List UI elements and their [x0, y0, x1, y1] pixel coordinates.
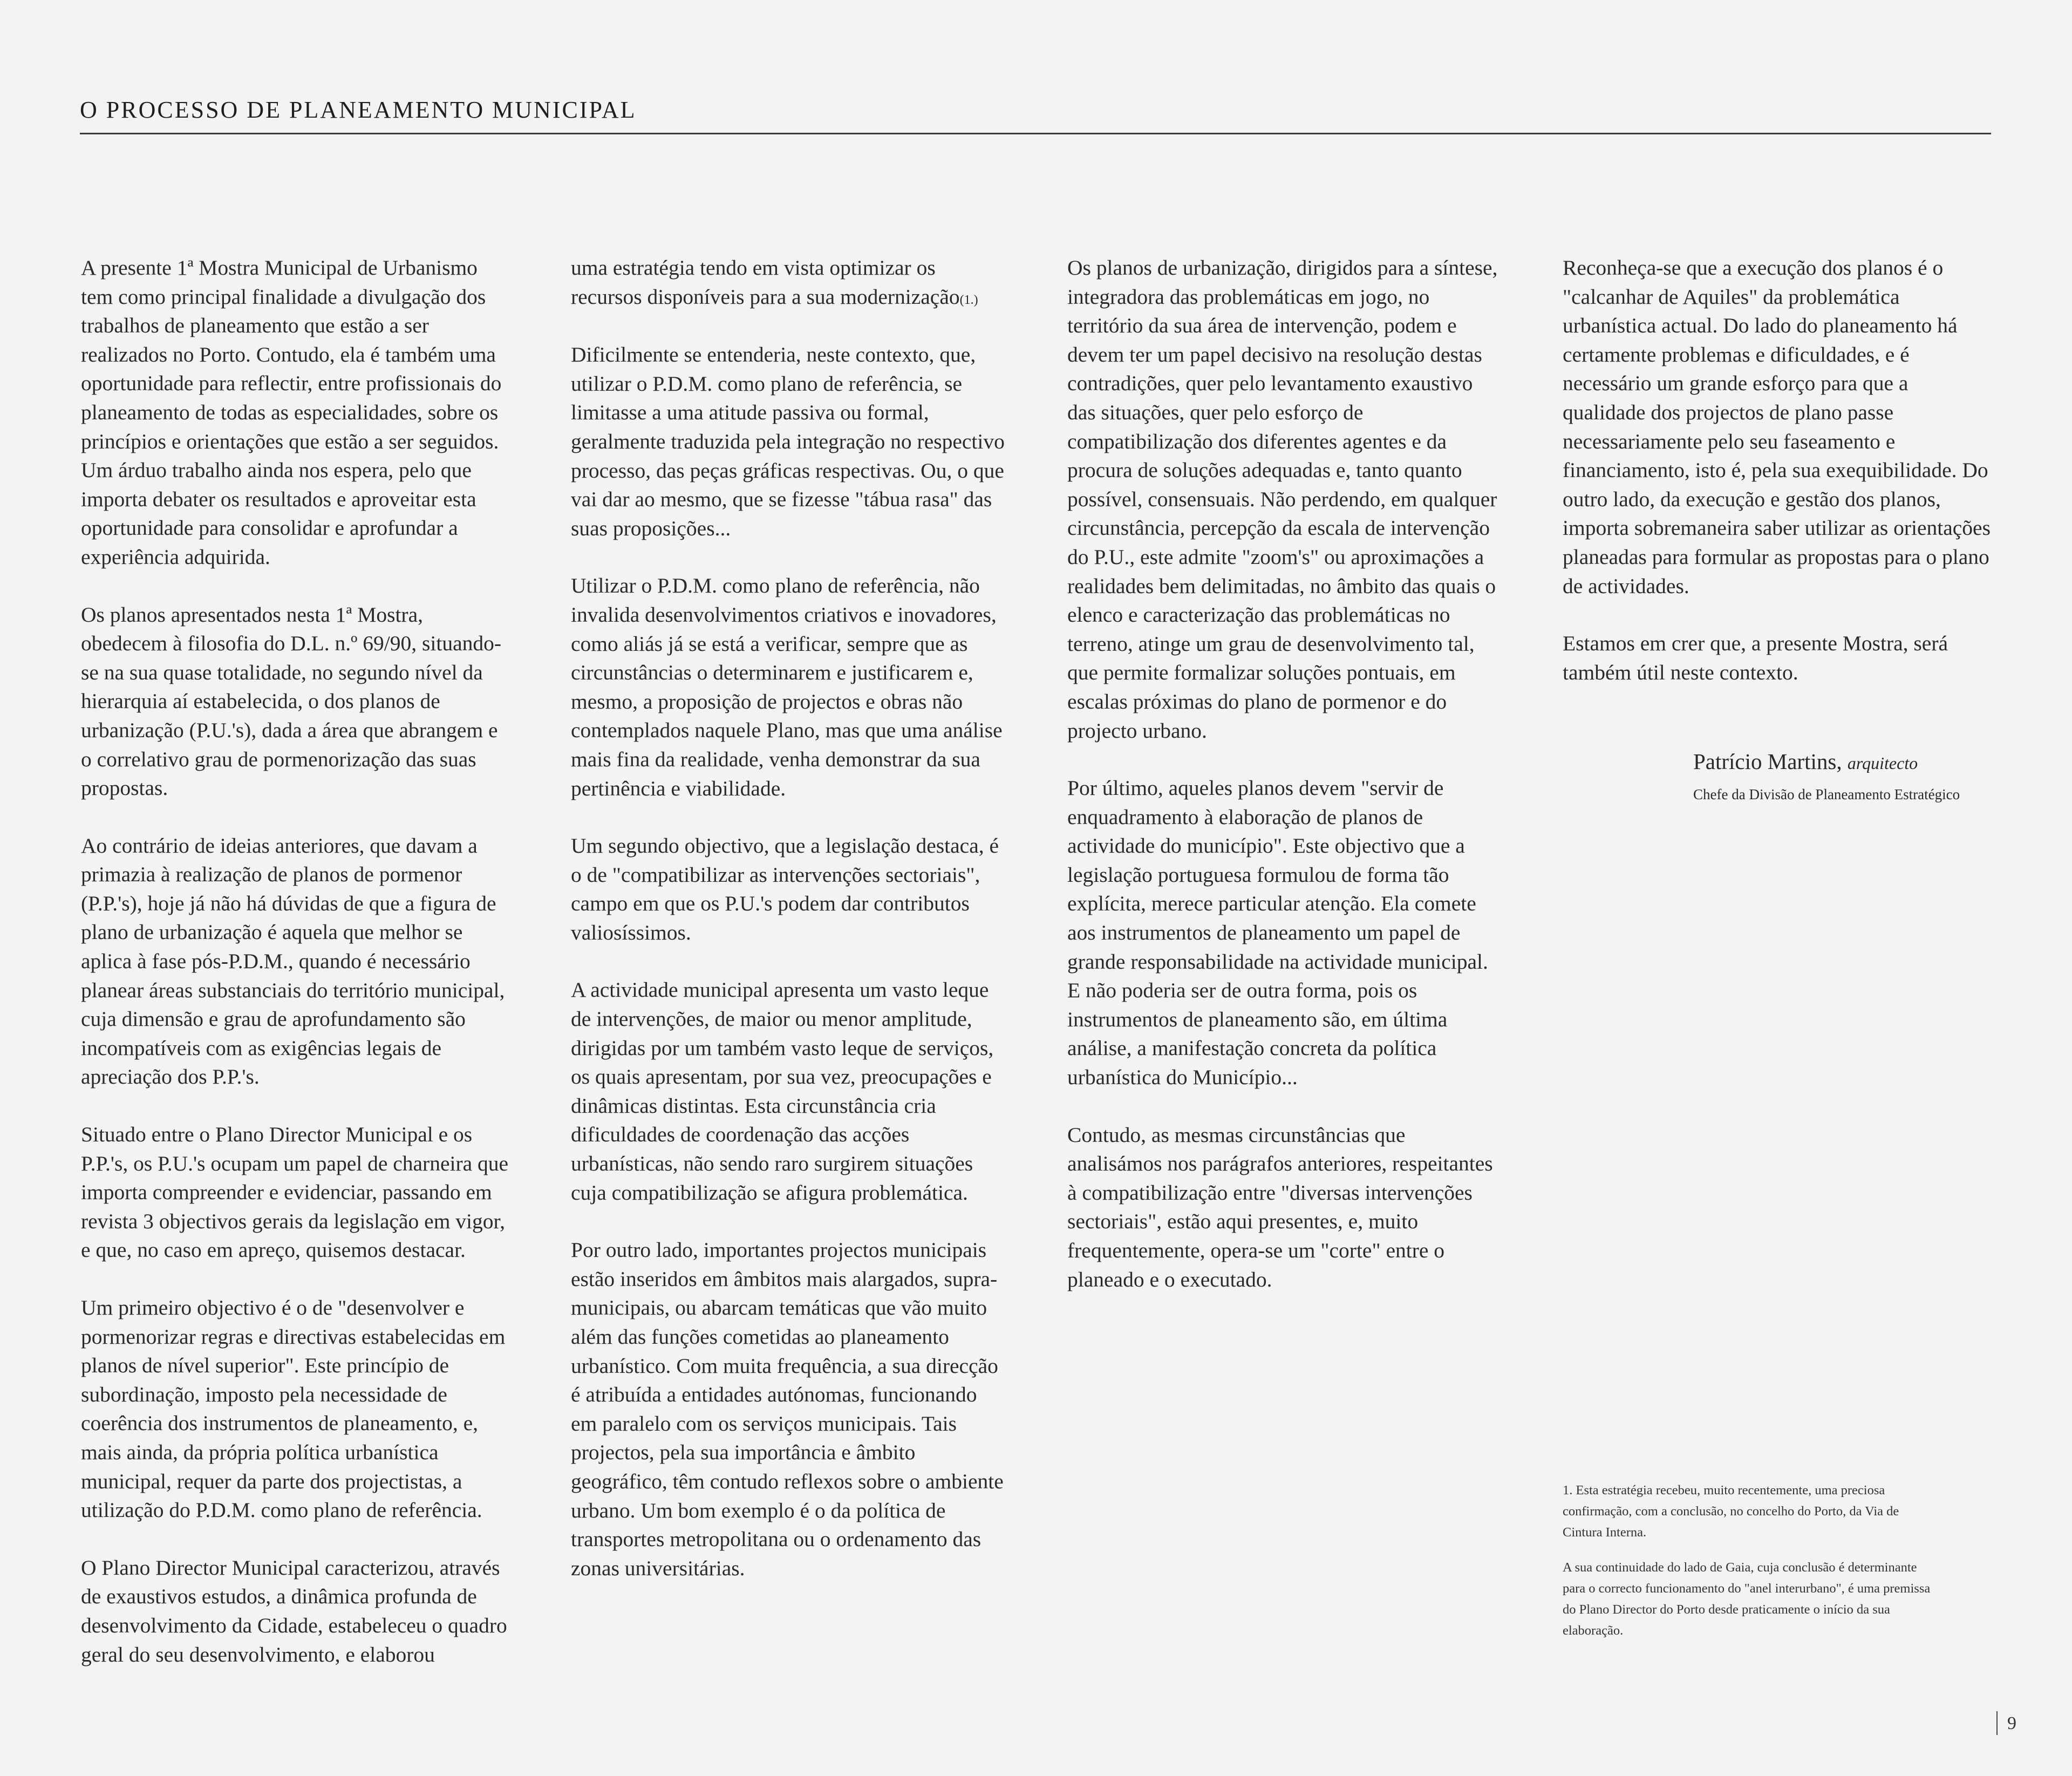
- paragraph: O Plano Director Municipal caracterizou, através de exaustivos estudos, a dinâmica profunda de desenvolvimento da Cidade, estabeleceu o quadro geral do seu desenvolvimento, e elaborou: [81, 1555, 507, 1666]
- text-column-1: [81, 254, 513, 1698]
- paragraph: [571, 254, 1007, 315]
- paragraph: Situado entre o Plano Director Municipal e os P.P.'s, os P.U.'s ocupam um papel de charneira que importa compreender e evidenciar, passando em revista 3 objectivos gerais da legislação em vigor, e que, no caso em apreço, quisemos destacar.: [81, 1122, 509, 1262]
- footnote-reference: (1.): [959, 292, 978, 307]
- paragraph: Utilizar o P.D.M. como plano de referência, não invalida desenvolvimentos criativos e inovadores, como aliás já se está a verificar, sempre que as circunstâncias o determinarem e justificarem e, mesmo, a proposição de projectos e obras não contemplados naquele Plano, mas que uma análise mais fina da realidade, venha demonstrar da sua pertinência e viabilidade.: [571, 574, 1003, 800]
- paragraph: Por último, aqueles planos devem "servir de enquadramento à elaboração de planos de actividade do município". Este objectivo que a legislação portuguesa formulou de forma tão explícita, merece particular atenção. Ela comete aos instrumentos de planeamento um papel de grande responsabilidade na actividade municipal. E não poderia ser de outra forma, pois os instrumentos de planeamento são, em última análise, a manifestação concreta da política urbanística do Município...: [1067, 776, 1488, 1090]
- paragraph: Um primeiro objectivo é o de "desenvolver e pormenorizar regras e directivas estabelecidas em planos de nível superior". Este princípio de subordinação, imposto pela necessidade de coerência dos instrumentos de planeamento, e, mais ainda, da própria política urbanística municipal, requer da parte dos projectistas, a utilização do P.D.M. como plano de referência.: [81, 1296, 506, 1522]
- text-column-2: [571, 254, 1007, 1611]
- page-number: [1996, 1713, 2016, 1734]
- paragraph: Os planos de urbanização, dirigidos para a síntese, integradora das problemáticas em jogo, no território da sua área de intervenção, podem e devem ter um papel decisivo na resolução destas contradições, quer pelo levantamento exaustivo das situações, quer pelo esforço de compatibilização dos diferentes agentes e da procura de soluções adequadas e, tanto quanto possível, consensuais. Não perdendo, em qualquer circunstância, percepção da escala de intervenção do P.U., este admite "zoom's" ou aproximações a realidades bem delimitadas, no âmbito das quais o elenco e caracterização das problemáticas no terreno, atinge um grau de desenvolvimento tal, que permite formalizar soluções pontuais, em escalas próximas do plano de pormenor e do projecto urbano.: [1067, 256, 1498, 743]
- author-role: Chefe da Divisão de Planeamento Estratégico: [1693, 786, 1960, 802]
- text-column-3: [1067, 254, 1499, 1323]
- paragraph: Contudo, as mesmas circunstâncias que analisámos nos parágrafos anteriores, respeitantes à compatibilização entre "diversas intervenções sectoriais", estão aqui presentes, e, muito frequentemente, opera-se um "corte" entre o planeado e o executado.: [1067, 1122, 1493, 1291]
- author-title: arquitecto: [1847, 753, 1918, 773]
- paragraph: Estamos em crer que, a presente Mostra, será também útil neste contexto.: [1563, 631, 1948, 684]
- text-column-4: [1563, 254, 1994, 716]
- footnote: A sua continuidade do lado de Gaia, cuja conclusão é determinante para o correcto funcionamento do "anel interurbano", é uma premissa do Plano Director do Porto desde praticamente o início da sua elaboração.: [1563, 1560, 1931, 1638]
- paragraph: Ao contrário de ideias anteriores, que davam a primazia à realização de planos de pormenor (P.P.'s), hoje já não há dúvidas de que a figura de plano de urbanização é aquela que melhor se aplica à fase pós-P.D.M., quando é necessário planear áreas substanciais do território municipal, cuja dimensão e grau de aprofundamento são incompatíveis com as exigências legais de apreciação dos P.P.'s.: [81, 833, 505, 1089]
- page-number-text: 9: [2007, 1713, 2016, 1733]
- paragraph-text: uma estratégia tendo em vista optimizar os recursos disponíveis para a sua modernização: [571, 256, 960, 309]
- paragraph: A actividade municipal apresenta um vasto leque de intervenções, de maior ou menor amplitude, dirigidas por um também vasto leque de serviços, os quais apresentam, por sua vez, preocupações e dinâmicas distintas. Esta circunstância cria dificuldades de coordenação das acções urbanísticas, não sendo raro surgirem situações cuja compatibilização se afigura problemática.: [571, 978, 994, 1205]
- author-line: [1693, 747, 1995, 777]
- signature-block: [1693, 747, 1995, 805]
- paragraph: Reconheça-se que a execução dos planos é o "calcanhar de Aquiles" da problemática urbanística actual. Do lado do planeamento há certamente problemas e dificuldades, e é necessário um grande esforço para que a qualidade dos projectos de plano passe necessariamente pelo seu faseamento e financiamento, isto é, pela sua exequibilidade. Do outro lado, da execução e gestão dos planos, importa sobremaneira saber utilizar as orientações planeadas para formular as propostas para o plano de actividades.: [1563, 256, 1991, 598]
- footnotes: [1563, 1480, 1940, 1655]
- page-title: O PROCESSO DE PLANEAMENTO MUNICIPAL: [80, 97, 637, 123]
- paragraph: Um segundo objectivo, que a legislação destaca, é o de "compatibilizar as intervenções sectoriais", campo em que os P.U.'s podem dar contributos valiosíssimos.: [571, 834, 999, 944]
- paragraph: A presente 1ª Mostra Municipal de Urbanismo tem como principal finalidade a divulgação dos trabalhos de planeamento que estão a ser realizados no Porto. Contudo, ela é também uma oportunidade para reflectir, entre profissionais do planeamento de todas as especialidades, sobre os princípios e orientações que estão a ser seguidos. Um árduo trabalho ainda nos espera, pelo que importa debater os resultados e aproveitar esta oportunidade para consolidar e aprofundar a experiência adquirida.: [81, 256, 502, 569]
- paragraph: Os planos apresentados nesta 1ª Mostra, obedecem à filosofia do D.L. n.º 69/90, situando-se na sua quase totalidade, no segundo nível da hierarquia aí estabelecida, o dos planos de urbanização (P.U.'s), dada a área que abrangem e o correlativo grau de pormenorização das suas propostas.: [81, 602, 502, 800]
- paragraph: Dificilmente se entenderia, neste contexto, que, utilizar o P.D.M. como plano de referência, se limitasse a uma atitude passiva ou formal, geralmente traduzida pela integração no respectivo processo, das peças gráficas respectivas. Ou, o que vai dar ao mesmo, que se fizesse "tábua rasa" das suas proposições...: [571, 343, 1005, 540]
- author-name: Patrício Martins,: [1693, 749, 1842, 774]
- header-rule: [80, 133, 1991, 134]
- paragraph: Por outro lado, importantes projectos municipais estão inseridos em âmbitos mais alargados, supra-municipais, ou abarcam temáticas que vão muito além das funções cometidas ao planeamento urbanístico. Com muita frequência, a sua direcção é atribuída a entidades autónomas, funcionando em paralelo com os serviços municipais. Tais projectos, pela sua importância e âmbito geográfico, têm contudo reflexos sobre o ambiente urbano. Um bom exemplo é o da política de transportes metropolitana ou o ordenamento das zonas universitárias.: [571, 1238, 1004, 1580]
- footnote: 1. Esta estratégia recebeu, muito recentemente, uma preciosa confirmação, com a conclusão, no concelho do Porto, da Via de Cintura Interna.: [1563, 1483, 1899, 1540]
